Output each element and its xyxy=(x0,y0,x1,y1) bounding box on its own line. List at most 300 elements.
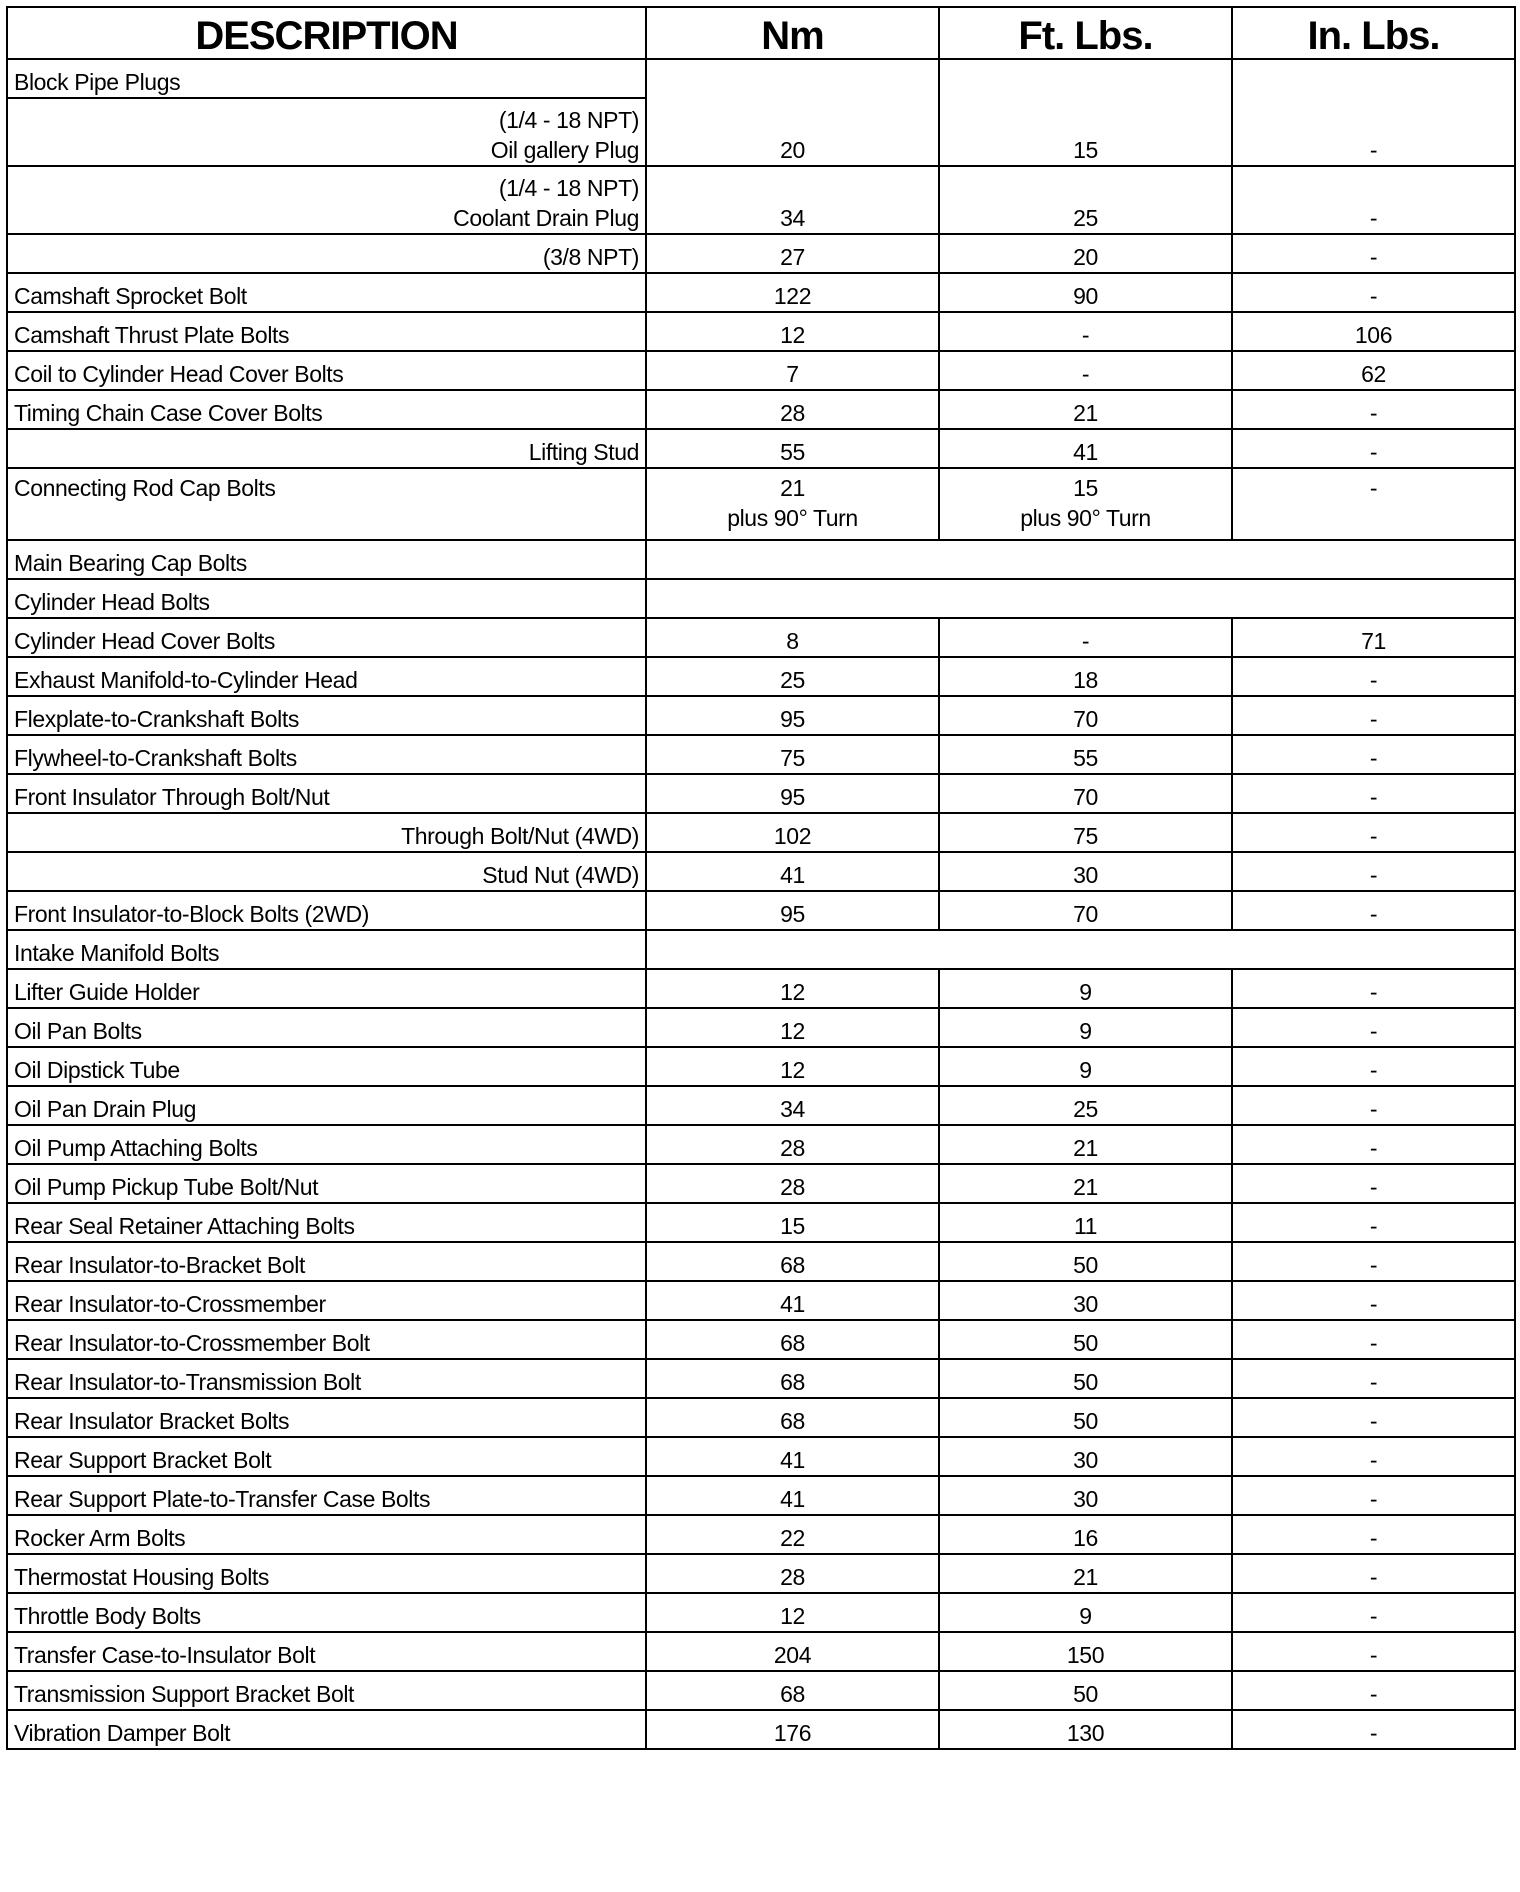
row-in-lbs xyxy=(1232,774,1515,813)
row-description xyxy=(7,657,646,696)
row-description-text: Camshaft Sprocket Bolt xyxy=(14,283,247,309)
row-description-text: Oil Pump Attaching Bolts xyxy=(14,1135,258,1161)
row-ft-lbs xyxy=(939,813,1232,852)
row-in-lbs xyxy=(1232,618,1515,657)
row-description xyxy=(7,1671,646,1710)
row-nm-text: 34 xyxy=(780,205,805,231)
table-row xyxy=(7,1671,1515,1710)
row-nm-text: 12 xyxy=(780,1057,805,1083)
row-ft-lbs-text: 55 xyxy=(1073,745,1098,771)
row-ft-lbs-text: 50 xyxy=(1073,1330,1098,1356)
row-in-lbs-text: - xyxy=(1369,706,1378,732)
row-empty-values xyxy=(646,930,1515,969)
table-row xyxy=(7,852,1515,891)
row-in-lbs-text: - xyxy=(1369,862,1378,888)
row-description xyxy=(7,468,646,540)
table-row xyxy=(7,468,1515,540)
row-nm-text: 68 xyxy=(780,1408,805,1434)
row-description xyxy=(7,98,646,166)
row-description-text: Oil Dipstick Tube xyxy=(14,1057,180,1083)
row-in-lbs-text: - xyxy=(1369,1174,1378,1200)
row-nm-text: 28 xyxy=(780,1174,805,1200)
row-nm xyxy=(646,1437,939,1476)
row-nm-text: 20 xyxy=(780,137,805,163)
row-ft-lbs xyxy=(939,1515,1232,1554)
row-nm-text: 7 xyxy=(786,361,799,387)
table-row xyxy=(7,1242,1515,1281)
row-description-text: Throttle Body Bolts xyxy=(14,1603,201,1629)
table-row xyxy=(7,390,1515,429)
table-row xyxy=(7,969,1515,1008)
row-in-lbs xyxy=(1232,852,1515,891)
torque-spec-table xyxy=(6,6,1516,1750)
row-description-text: Rear Insulator Bracket Bolts xyxy=(14,1408,290,1434)
row-nm xyxy=(646,234,939,273)
row-in-lbs xyxy=(1232,1047,1515,1086)
row-ft-lbs xyxy=(939,234,1232,273)
row-ft-lbs xyxy=(939,852,1232,891)
row-nm-text: 34 xyxy=(780,1096,805,1122)
row-description xyxy=(7,1632,646,1671)
row-nm xyxy=(646,1320,939,1359)
row-description xyxy=(7,1164,646,1203)
row-in-lbs-text: - xyxy=(1369,1564,1378,1590)
row-ft-lbs-text: 50 xyxy=(1073,1369,1098,1395)
row-ft-lbs-text: 70 xyxy=(1073,784,1098,810)
row-nm xyxy=(646,59,939,166)
row-ft-lbs xyxy=(939,1086,1232,1125)
row-description-text: Flexplate-to-Crankshaft Bolts xyxy=(14,706,299,732)
row-in-lbs xyxy=(1232,1086,1515,1125)
row-ft-lbs-text: - xyxy=(1081,628,1090,654)
row-ft-lbs-text: 25 xyxy=(1073,205,1098,231)
table-body xyxy=(7,59,1515,1749)
row-in-lbs-text: - xyxy=(1369,745,1378,771)
table-row xyxy=(7,1437,1515,1476)
row-nm xyxy=(646,1476,939,1515)
row-in-lbs xyxy=(1232,429,1515,468)
table-row xyxy=(7,1515,1515,1554)
row-description xyxy=(7,1242,646,1281)
row-description-text: Thermostat Housing Bolts xyxy=(14,1564,270,1590)
row-ft-text: 15 xyxy=(1073,137,1098,163)
row-in-text: - xyxy=(1369,137,1378,163)
row-description xyxy=(7,351,646,390)
row-ft-lbs-text: 21 xyxy=(1073,1564,1098,1590)
table-row xyxy=(7,312,1515,351)
row-in-lbs-text: - xyxy=(1369,1369,1378,1395)
row-nm-text: 95 xyxy=(780,901,805,927)
row-description xyxy=(7,735,646,774)
row-in-lbs xyxy=(1232,1593,1515,1632)
row-in-lbs-text: - xyxy=(1369,475,1378,501)
row-ft-lbs xyxy=(939,429,1232,468)
row-ft-lbs-text: 9 xyxy=(1079,1057,1092,1083)
row-ft-lbs xyxy=(939,1437,1232,1476)
row-description xyxy=(7,1710,646,1749)
row-in-lbs-text: - xyxy=(1369,784,1378,810)
row-nm xyxy=(646,1359,939,1398)
row-ft-lbs xyxy=(939,468,1232,540)
table-row xyxy=(7,774,1515,813)
row-in-lbs-text: - xyxy=(1369,667,1378,693)
row-ft-lbs xyxy=(939,1281,1232,1320)
row-in-lbs xyxy=(1232,969,1515,1008)
row-in-lbs-text: - xyxy=(1369,244,1378,270)
row-in-lbs-text: - xyxy=(1369,901,1378,927)
row-nm-text: 12 xyxy=(780,1603,805,1629)
row-ft-lbs-text: 50 xyxy=(1073,1408,1098,1434)
row-ft-lbs-text: 21 xyxy=(1073,400,1098,426)
row-description xyxy=(7,234,646,273)
row-ft-lbs xyxy=(939,969,1232,1008)
row-description xyxy=(7,1593,646,1632)
row-ft-lbs-text: 50 xyxy=(1073,1681,1098,1707)
row-description xyxy=(7,1320,646,1359)
table-row xyxy=(7,1086,1515,1125)
row-ft-lbs-text: 70 xyxy=(1073,901,1098,927)
row-ft-lbs xyxy=(939,1710,1232,1749)
row-ft-lbs xyxy=(939,1554,1232,1593)
table-row xyxy=(7,579,1515,618)
table-row xyxy=(7,1593,1515,1632)
row-nm-text: 8 xyxy=(786,628,799,654)
row-in-lbs xyxy=(1232,1242,1515,1281)
row-ft-lbs xyxy=(939,312,1232,351)
row-ft-lbs xyxy=(939,891,1232,930)
row-in-lbs xyxy=(1232,1125,1515,1164)
row-ft-lbs-text: 21 xyxy=(1073,1135,1098,1161)
row-description xyxy=(7,1086,646,1125)
row-nm xyxy=(646,1203,939,1242)
row-in-lbs-text: - xyxy=(1369,283,1378,309)
row-in-lbs xyxy=(1232,1359,1515,1398)
row-nm-text: 68 xyxy=(780,1252,805,1278)
row-nm xyxy=(646,696,939,735)
row-in-lbs xyxy=(1232,735,1515,774)
row-ft-lbs xyxy=(939,1008,1232,1047)
row-description-text: Flywheel-to-Crankshaft Bolts xyxy=(14,745,297,771)
row-description xyxy=(7,1203,646,1242)
row-in-lbs xyxy=(1232,1632,1515,1671)
row-ft-lbs-text: 150 xyxy=(1066,1642,1105,1668)
row-nm-text: 41 xyxy=(780,1291,805,1317)
row-in-lbs-text: - xyxy=(1369,979,1378,1005)
row-nm xyxy=(646,351,939,390)
row-in-lbs xyxy=(1232,696,1515,735)
row-ft-lbs xyxy=(939,696,1232,735)
row-description xyxy=(7,1476,646,1515)
row-ft-lbs-text: - xyxy=(1081,361,1090,387)
row-in-lbs xyxy=(1232,273,1515,312)
row-description-text: Lifting Stud xyxy=(528,439,639,465)
row-in-lbs-text: - xyxy=(1369,1720,1378,1746)
table-row xyxy=(7,1125,1515,1164)
row-nm-text: 25 xyxy=(780,667,805,693)
row-description-text: Rear Insulator-to-Bracket Bolt xyxy=(14,1252,305,1278)
header-description: DESCRIPTION xyxy=(7,7,646,59)
row-nm-text: 28 xyxy=(780,1135,805,1161)
row-ft-lbs xyxy=(939,735,1232,774)
row-description xyxy=(7,1515,646,1554)
row-in-lbs xyxy=(1232,312,1515,351)
row-ft-lbs xyxy=(939,390,1232,429)
row-nm-text: 41 xyxy=(780,862,805,888)
row-description-text: Coil to Cylinder Head Cover Bolts xyxy=(14,361,344,387)
row-description-text: Intake Manifold Bolts xyxy=(14,940,220,966)
row-nm-text: 55 xyxy=(780,439,805,465)
row-description-text: Rear Insulator-to-Crossmember xyxy=(14,1291,326,1317)
row-in-lbs xyxy=(1232,1710,1515,1749)
row-description-text: Front Insulator Through Bolt/Nut xyxy=(14,784,330,810)
row-nm xyxy=(646,1242,939,1281)
row-in-lbs-text: - xyxy=(1369,1096,1378,1122)
row-nm xyxy=(646,1515,939,1554)
row-ft-lbs-text: 9 xyxy=(1079,1018,1092,1044)
row-description-text: Oil Pan Drain Plug xyxy=(14,1096,196,1122)
row-description xyxy=(7,166,646,234)
row-description-text: Stud Nut (4WD) xyxy=(482,862,639,888)
row-ft-lbs xyxy=(939,59,1232,166)
row-nm xyxy=(646,312,939,351)
row-ft-lbs-text: 30 xyxy=(1073,1486,1098,1512)
row-ft-lbs-text: 20 xyxy=(1073,244,1098,270)
row-ft-lbs-text: 9 xyxy=(1079,1603,1092,1629)
row-description xyxy=(7,1554,646,1593)
row-description-text: Rocker Arm Bolts xyxy=(14,1525,186,1551)
row-in-lbs xyxy=(1232,468,1515,540)
row-description-text: Rear Seal Retainer Attaching Bolts xyxy=(14,1213,355,1239)
row-description-text: Rear Support Bracket Bolt xyxy=(14,1447,272,1473)
row-description-text: Transfer Case-to-Insulator Bolt xyxy=(14,1642,316,1668)
row-ft-lbs-text: - xyxy=(1081,322,1090,348)
row-ft-lbs-text: 18 xyxy=(1073,667,1098,693)
row-in-lbs xyxy=(1232,1320,1515,1359)
row-ft-lbs-text: 30 xyxy=(1073,1447,1098,1473)
row-nm xyxy=(646,618,939,657)
row-nm xyxy=(646,390,939,429)
row-ft-lbs-text: 11 xyxy=(1073,1213,1098,1239)
row-nm-text: 28 xyxy=(780,400,805,426)
row-ft-lbs xyxy=(939,618,1232,657)
row-in-lbs-text: - xyxy=(1369,1603,1378,1629)
row-description xyxy=(7,813,646,852)
row-description xyxy=(7,540,646,579)
row-ft-lbs-text: 25 xyxy=(1073,1096,1098,1122)
row-in-lbs-text: - xyxy=(1369,400,1378,426)
table-row xyxy=(7,59,1515,98)
row-description xyxy=(7,390,646,429)
row-description xyxy=(7,891,646,930)
row-description-text: Exhaust Manifold-to-Cylinder Head xyxy=(14,667,358,693)
row-description-text: Oil gallery Plug xyxy=(490,137,639,163)
row-description xyxy=(7,1047,646,1086)
row-description xyxy=(7,774,646,813)
row-description xyxy=(7,312,646,351)
row-ft-lbs-text: 30 xyxy=(1073,862,1098,888)
row-nm xyxy=(646,1554,939,1593)
row-in-lbs-text: 62 xyxy=(1361,361,1386,387)
table-row xyxy=(7,813,1515,852)
row-ft-lbs xyxy=(939,1203,1232,1242)
row-nm-text: 68 xyxy=(780,1330,805,1356)
row-nm-text: 27 xyxy=(780,244,805,270)
row-ft-lbs xyxy=(939,1593,1232,1632)
row-ft-lbs-text: 70 xyxy=(1073,706,1098,732)
row-in-lbs xyxy=(1232,166,1515,234)
row-nm-text: 95 xyxy=(780,784,805,810)
row-description-text: Rear Insulator-to-Transmission Bolt xyxy=(14,1369,361,1395)
row-ft-lbs xyxy=(939,351,1232,390)
table-row xyxy=(7,1476,1515,1515)
header-nm: Nm xyxy=(646,7,939,59)
row-description-text: Oil Pan Bolts xyxy=(14,1018,142,1044)
row-nm xyxy=(646,1671,939,1710)
row-nm-text: 95 xyxy=(780,706,805,732)
row-nm xyxy=(646,1281,939,1320)
table-row xyxy=(7,351,1515,390)
row-in-lbs xyxy=(1232,1008,1515,1047)
table-row xyxy=(7,657,1515,696)
row-description-text: (3/8 NPT) xyxy=(542,244,639,270)
row-nm-text: 68 xyxy=(780,1681,805,1707)
table-row xyxy=(7,1398,1515,1437)
row-nm xyxy=(646,969,939,1008)
header-in-lbs: In. Lbs. xyxy=(1232,7,1515,59)
row-in-lbs-text: - xyxy=(1369,439,1378,465)
row-in-lbs xyxy=(1232,1554,1515,1593)
row-description-text: Oil Pump Pickup Tube Bolt/Nut xyxy=(14,1174,319,1200)
row-description-text: Rear Support Plate-to-Transfer Case Bolts xyxy=(14,1486,431,1512)
row-ft-lbs-text: 30 xyxy=(1073,1291,1098,1317)
row-nm-text: 41 xyxy=(780,1447,805,1473)
row-nm-text: 122 xyxy=(773,283,812,309)
row-description-text: Camshaft Thrust Plate Bolts xyxy=(14,322,290,348)
row-description xyxy=(7,696,646,735)
row-nm xyxy=(646,166,939,234)
row-description-text: Vibration Damper Bolt xyxy=(14,1720,231,1746)
table-row xyxy=(7,540,1515,579)
row-in-lbs-text: - xyxy=(1369,1213,1378,1239)
row-ft-lbs xyxy=(939,1164,1232,1203)
row-in-lbs-text: - xyxy=(1369,205,1378,231)
row-in-lbs-text: 71 xyxy=(1361,628,1386,654)
row-description-text: Lifter Guide Holder xyxy=(14,979,200,1005)
row-nm xyxy=(646,657,939,696)
row-nm xyxy=(646,429,939,468)
row-ft-lbs xyxy=(939,1242,1232,1281)
table-row xyxy=(7,273,1515,312)
row-ft-lbs xyxy=(939,1398,1232,1437)
row-nm-text: 68 xyxy=(780,1369,805,1395)
row-in-lbs xyxy=(1232,1203,1515,1242)
row-description xyxy=(7,969,646,1008)
row-empty-values xyxy=(646,579,1515,618)
row-description-text: (1/4 - 18 NPT) xyxy=(498,107,639,133)
row-nm-text: 176 xyxy=(773,1720,812,1746)
row-in-lbs-text: - xyxy=(1369,823,1378,849)
row-description-text: Through Bolt/Nut (4WD) xyxy=(401,823,639,849)
row-description xyxy=(7,1359,646,1398)
row-description xyxy=(7,852,646,891)
row-ft-lbs xyxy=(939,1671,1232,1710)
row-in-lbs-text: 106 xyxy=(1354,322,1393,348)
row-in-lbs-text: - xyxy=(1369,1447,1378,1473)
row-ft-lbs xyxy=(939,166,1232,234)
row-nm-text: 22 xyxy=(780,1525,805,1551)
row-in-lbs xyxy=(1232,813,1515,852)
row-ft-lbs xyxy=(939,273,1232,312)
row-empty-values xyxy=(646,540,1515,579)
row-ft-lbs xyxy=(939,774,1232,813)
row-description xyxy=(7,1125,646,1164)
row-description: Block Pipe Plugs xyxy=(7,59,646,98)
row-in-lbs-text: - xyxy=(1369,1018,1378,1044)
row-in-lbs-text: - xyxy=(1369,1330,1378,1356)
table-row xyxy=(7,1008,1515,1047)
table-row xyxy=(7,234,1515,273)
row-ft-lbs-text: plus 90° Turn xyxy=(1020,505,1151,531)
row-description-text: (1/4 - 18 NPT) xyxy=(498,175,639,201)
row-in-lbs-text: - xyxy=(1369,1681,1378,1707)
row-nm-text: 12 xyxy=(780,979,805,1005)
table-row xyxy=(7,618,1515,657)
row-nm xyxy=(646,1710,939,1749)
row-ft-lbs-text: 16 xyxy=(1073,1525,1098,1551)
table-row xyxy=(7,696,1515,735)
row-in-lbs-text: - xyxy=(1369,1057,1378,1083)
row-nm xyxy=(646,1593,939,1632)
table-row xyxy=(7,1281,1515,1320)
row-nm-text: 12 xyxy=(780,322,805,348)
row-in-lbs xyxy=(1232,351,1515,390)
row-description xyxy=(7,930,646,969)
table-row xyxy=(7,1203,1515,1242)
row-in-lbs xyxy=(1232,1515,1515,1554)
row-description xyxy=(7,579,646,618)
row-description-text: Coolant Drain Plug xyxy=(453,205,639,231)
row-nm xyxy=(646,1125,939,1164)
row-ft-lbs-text: 9 xyxy=(1079,979,1092,1005)
row-nm xyxy=(646,774,939,813)
row-nm xyxy=(646,1164,939,1203)
table-row xyxy=(7,1164,1515,1203)
table-row xyxy=(7,1320,1515,1359)
row-nm-text: 204 xyxy=(773,1642,812,1668)
row-nm-text: 75 xyxy=(780,745,805,771)
table-row xyxy=(7,1554,1515,1593)
row-description xyxy=(7,429,646,468)
row-in-lbs-text: - xyxy=(1369,1642,1378,1668)
row-nm xyxy=(646,468,939,540)
row-description-text: Main Bearing Cap Bolts xyxy=(14,550,247,576)
header-row xyxy=(7,7,1515,59)
table-row xyxy=(7,891,1515,930)
row-in-lbs xyxy=(1232,59,1515,166)
row-in-lbs-text: - xyxy=(1369,1291,1378,1317)
row-in-lbs xyxy=(1232,1398,1515,1437)
table-row xyxy=(7,1632,1515,1671)
table-row xyxy=(7,930,1515,969)
row-ft-lbs xyxy=(939,1359,1232,1398)
row-description-text: Transmission Support Bracket Bolt xyxy=(14,1681,355,1707)
row-ft-lbs-text: 41 xyxy=(1073,439,1098,465)
row-description-text: Connecting Rod Cap Bolts xyxy=(14,475,276,501)
table-row xyxy=(7,1047,1515,1086)
row-nm-text: 21 xyxy=(780,475,805,501)
row-description-text: Timing Chain Case Cover Bolts xyxy=(14,400,323,426)
row-description xyxy=(7,1008,646,1047)
